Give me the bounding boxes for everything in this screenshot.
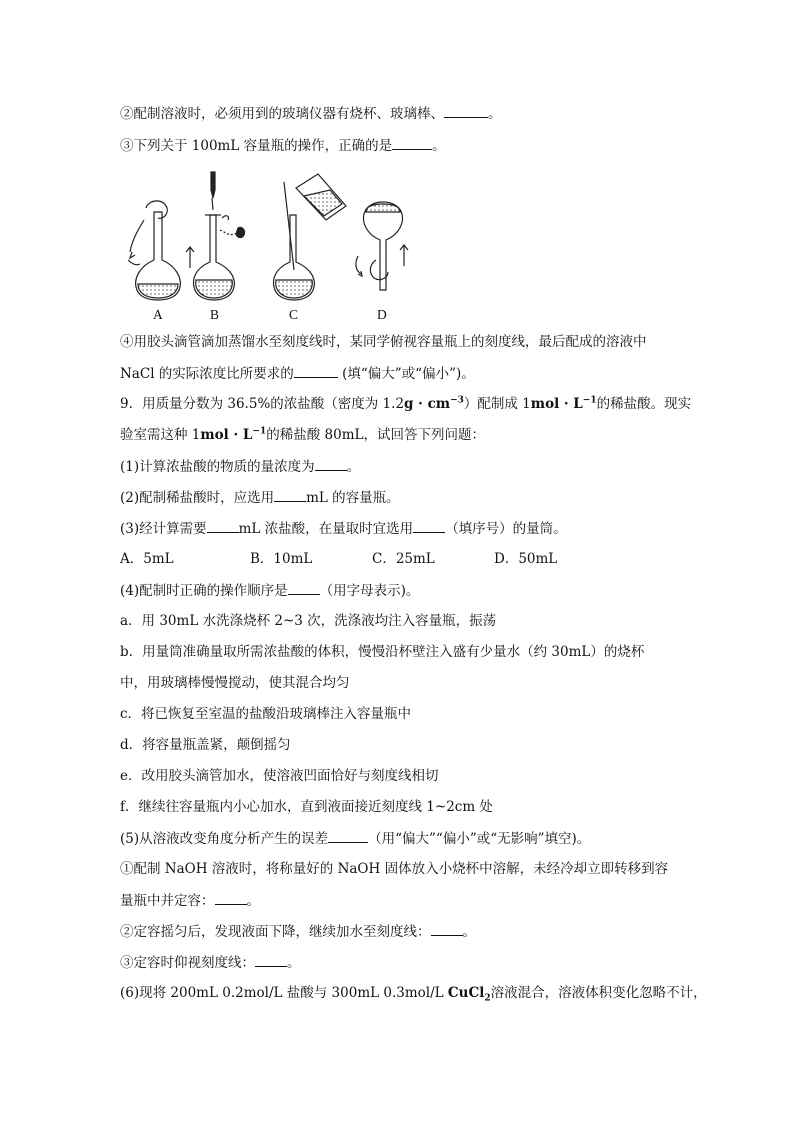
step-b: b．用量筒准确量取所需浓盐酸的体积，慢慢沿杯壁注入盛有少量水（约 30mL）的烧杯 [120, 644, 645, 660]
option-a: A．5mL [120, 551, 174, 567]
answer-blank [392, 136, 432, 150]
figure-label-c: C [289, 307, 299, 322]
option-d: D．50mL [494, 551, 558, 567]
flask-a-icon [128, 201, 194, 300]
figure-label-b: B [210, 307, 220, 322]
flask-c-icon [274, 174, 346, 300]
q9-part-2: (2)配制稀盐酸时，应选用 mL 的容量瓶。 [120, 490, 400, 506]
q9-part-5-item-3: ③定容时仰视刻度线： 。 [120, 955, 301, 971]
q9-part-5: (5)从溶液改变角度分析产生的误差 （用“偏大”“偏小”或“无影响”填空)。 [120, 831, 591, 847]
answer-blank [294, 364, 338, 378]
answer-blank [413, 519, 445, 533]
answer-blank [215, 891, 247, 905]
q8-item-4: ④用胶头滴管滴加蒸馏水至刻度线时，某同学俯视容量瓶上的刻度线，最后配成的溶液中 [120, 334, 647, 350]
volumetric-flask-figure [118, 160, 418, 330]
q8-item-2: ②配制溶液时，必须用到的玻璃仪器有烧杯、玻璃棒、 。 [120, 106, 502, 122]
flask-b-icon [194, 172, 245, 300]
answer-blank [288, 581, 320, 595]
q8-item-4-cont: NaCl 的实际浓度比所要求的 (填“偏大”或“偏小”)。 [120, 366, 475, 382]
answer-blank [431, 922, 463, 936]
option-c: C．25mL [372, 551, 435, 567]
q9-part-5-item-2: ②定容摇匀后，发现液面下降，继续加水至刻度线： 。 [120, 924, 476, 940]
q9-part-3-options [120, 550, 680, 568]
q9-part-1: (1)计算浓盐酸的物质的量浓度为 。 [120, 459, 361, 475]
q9-part-6: (6)现将 200mL 0.2mol/L 盐酸与 300mL 0.3mol/L CuCl$_2$溶液混合，溶液体积变化忽略不计， [120, 985, 707, 1004]
step-d: d．将容量瓶盖紧，颠倒摇匀 [120, 737, 291, 753]
q9-part-5-item-1-cont: 量瓶中并定容： 。 [120, 893, 260, 909]
answer-blank [444, 104, 488, 118]
q9-part-3: (3)经计算需要 mL 浓盐酸，在量取时宜选用 （填序号）的量筒。 [120, 521, 567, 537]
answer-blank [207, 519, 239, 533]
figure-label-a: A [153, 307, 163, 322]
flask-d-icon [356, 202, 408, 290]
option-b: B．10mL [250, 551, 313, 567]
step-c: c．将已恢复至室温的盐酸沿玻璃棒注入容量瓶中 [120, 706, 412, 722]
figure-label-d: D [377, 307, 387, 322]
answer-blank [315, 457, 347, 471]
step-f: f．继续往容量瓶内小心加水，直到液面接近刻度线 1~2cm 处 [120, 799, 493, 815]
step-a: a．用 30mL 水洗涤烧杯 2~3 次，洗涤液均注入容量瓶，振荡 [120, 613, 497, 629]
answer-blank [328, 829, 368, 843]
q9-part-4: (4)配制时正确的操作顺序是 （用字母表示)。 [120, 583, 420, 599]
q9-stem-cont: 验室需这种 $1mol \cdot L^{-1}$的稀盐酸 80mL，试回答下列问题： [120, 426, 485, 443]
step-e: e．改用胶头滴管加水，使溶液凹面恰好与刻度线相切 [120, 768, 439, 784]
q8-item-3: ③下列关于 100mL 容量瓶的操作，正确的是 。 [120, 138, 446, 154]
answer-blank [274, 488, 306, 502]
q9-part-5-item-1: ①配制 NaOH 溶液时，将称量好的 NaOH 固体放入小烧杯中溶解，未经冷却立即转移到容 [120, 861, 669, 877]
step-b-cont: 中，用玻璃棒慢慢搅动，使其混合均匀 [120, 675, 350, 691]
q9-stem: 9．用质量分数为 36.5%的浓盐酸（密度为 $1.2g \cdot cm^{-3}$）配制成 $1mol \cdot L^{-1}$的稀盐酸。现实 [120, 395, 692, 412]
answer-blank [255, 953, 287, 967]
